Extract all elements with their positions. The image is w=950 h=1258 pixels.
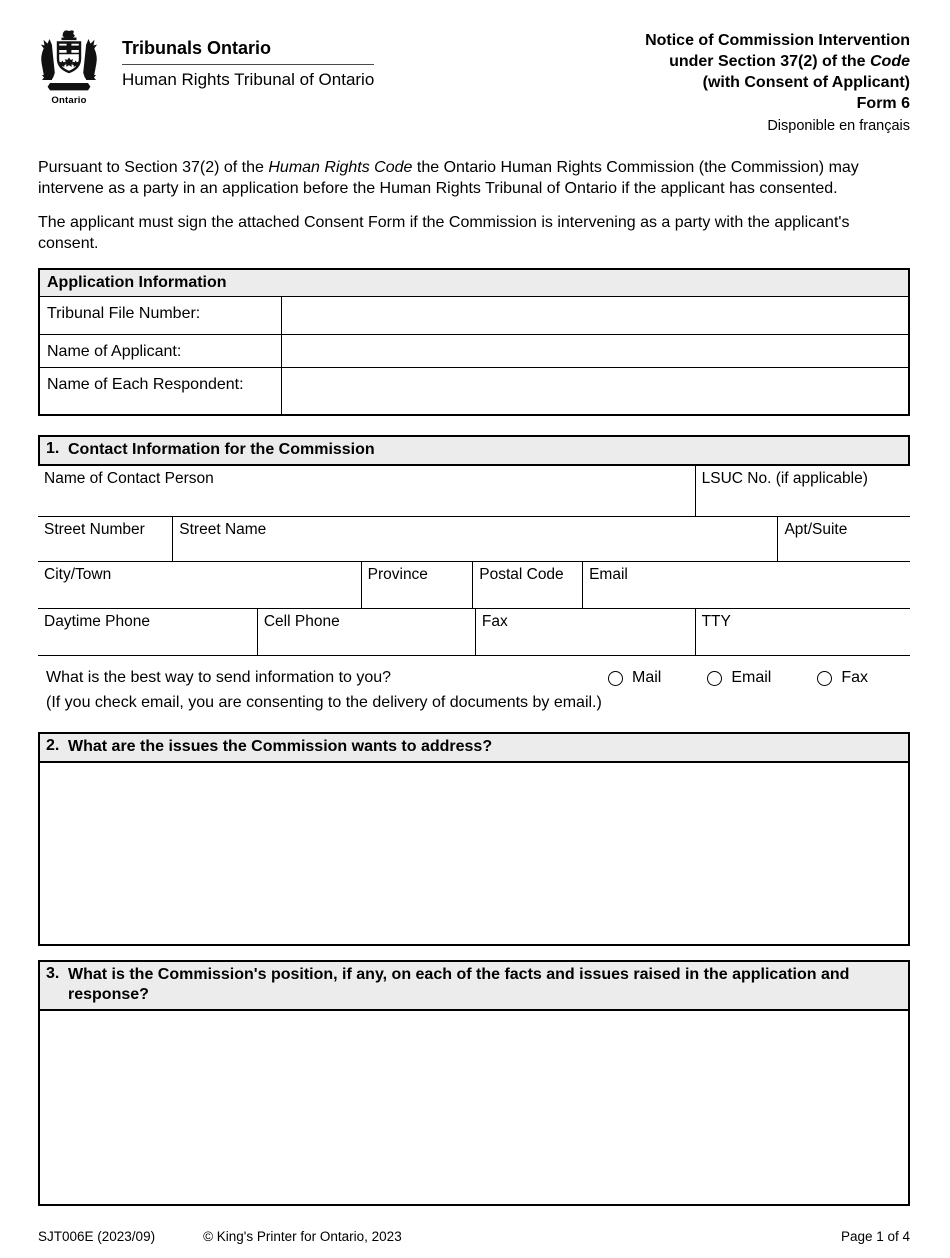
form-title-line3: (with Consent of Applicant) (702, 74, 910, 91)
page-footer (38, 1229, 910, 1244)
daytime-phone-label: Daytime Phone (44, 613, 150, 630)
section-2-number: 2. (46, 737, 60, 754)
table-row (40, 335, 908, 368)
email-radio-label: Email (731, 669, 772, 686)
email-label: Email (589, 566, 628, 583)
city-town-field[interactable] (38, 562, 361, 608)
tty-label: TTY (701, 613, 731, 630)
contact-information-grid (38, 466, 910, 656)
radio-option-mail[interactable] (608, 669, 661, 687)
radio-option-fax[interactable] (817, 669, 868, 687)
best-way-question: What is the best way to send information to you? (46, 669, 392, 686)
street-number-field[interactable] (38, 517, 172, 561)
contact-grid-row (38, 466, 910, 517)
fax-label: Fax (481, 613, 508, 630)
contact-person-field[interactable] (38, 466, 695, 516)
intro-p1-italic: Human Rights Code (268, 159, 413, 176)
contact-person-label: Name of Contact Person (44, 470, 214, 487)
section-2-title: What are the issues the Commission wants to address? (68, 738, 493, 755)
intro-paragraph-1 (38, 158, 904, 199)
page-header (38, 28, 910, 134)
brand-subtitle: Human Rights Tribunal of Ontario (122, 70, 375, 89)
table-row (40, 297, 908, 335)
tribunal-file-number-input[interactable] (282, 297, 908, 334)
logo-caption: Ontario (51, 95, 87, 106)
form-title-line1: Notice of Commission Intervention (645, 32, 910, 49)
city-town-label: City/Town (44, 566, 112, 583)
position-textarea[interactable] (38, 1011, 910, 1206)
page-number: Page 1 of 4 (840, 1229, 910, 1244)
postal-code-field[interactable] (472, 562, 582, 608)
mail-radio-label: Mail (632, 669, 662, 686)
language-availability-note: Disponible en français (767, 118, 910, 134)
contact-grid-row (38, 609, 910, 656)
contact-grid-row (38, 517, 910, 562)
province-label: Province (367, 566, 428, 583)
fax-radio-label: Fax (841, 669, 869, 686)
coat-of-arms-icon (39, 28, 99, 94)
street-number-label: Street Number (44, 521, 145, 538)
tribunal-file-number-label: Tribunal File Number: (40, 297, 282, 334)
section-2-header (38, 732, 910, 763)
brand-block (122, 38, 374, 90)
cell-phone-label: Cell Phone (263, 613, 340, 630)
postal-code-label: Postal Code (479, 566, 564, 583)
section-1-number: 1. (46, 440, 60, 457)
email-consent-note: (If you check email, you are consenting to the delivery of documents by email.) (46, 694, 602, 711)
intro-p1-pre: Pursuant to Section 37(2) of the (38, 159, 269, 176)
ontario-coat-of-arms-logo (38, 28, 100, 106)
section-2-issues (38, 732, 910, 946)
street-name-label: Street Name (179, 521, 267, 538)
street-name-field[interactable] (172, 517, 777, 561)
fax-radio-button[interactable] (817, 671, 832, 686)
radio-option-email[interactable] (707, 669, 771, 687)
cell-phone-field[interactable] (257, 609, 475, 655)
intro-p1-post: the Ontario Human Rights Commission (the Commission) may intervene as a party in an application before the Human Rights Tribunal of Ontario if the applicant has consented. (38, 159, 859, 197)
email-radio-button[interactable] (707, 671, 722, 686)
lsuc-number-field[interactable] (695, 466, 910, 516)
name-of-each-respondent-label: Name of Each Respondent: (40, 368, 282, 414)
section-3-title: What is the Commission's position, if any, on each of the facts and issues raised in the application and response? (68, 966, 850, 1003)
brand-title: Tribunals Ontario (122, 38, 374, 65)
section-3-position (38, 960, 910, 1206)
application-information-header: Application Information (40, 270, 908, 297)
section-1-title: Contact Information for the Commission (68, 441, 375, 458)
form-title-line2-pre: under Section 37(2) of the (669, 53, 870, 70)
best-way-row (38, 669, 910, 687)
form-title-block (645, 30, 910, 134)
section-3-number: 3. (46, 965, 60, 982)
form-title-line2-italic: Code (870, 53, 910, 70)
section-1-contact-information (38, 435, 910, 712)
contact-grid-row (38, 562, 910, 609)
name-of-applicant-input[interactable] (282, 335, 908, 367)
section-1-header (38, 435, 910, 466)
mail-radio-button[interactable] (608, 671, 623, 686)
form-title-line4: Form 6 (856, 95, 910, 112)
name-of-applicant-label: Name of Applicant: (40, 335, 282, 367)
table-row (40, 368, 908, 414)
intro-text (38, 158, 904, 254)
issues-textarea[interactable] (38, 763, 910, 946)
application-information-table (38, 268, 910, 416)
fax-field[interactable] (475, 609, 695, 655)
email-field[interactable] (582, 562, 910, 608)
lsuc-number-label: LSUC No. (if applicable) (701, 470, 868, 487)
name-of-each-respondent-input[interactable] (282, 368, 908, 414)
intro-paragraph-2: The applicant must sign the attached Consent Form if the Commission is intervening as a party with the applicant's consent. (38, 214, 850, 252)
apt-suite-label: Apt/Suite (784, 521, 848, 538)
tty-field[interactable] (695, 609, 910, 655)
daytime-phone-field[interactable] (38, 609, 257, 655)
apt-suite-field[interactable] (777, 517, 910, 561)
form-title-line2 (645, 51, 910, 72)
copyright-notice: © King's Printer for Ontario, 2023 (203, 1229, 402, 1244)
section-3-header (38, 960, 910, 1011)
form-code: SJT006E (2023/09) (38, 1229, 156, 1244)
province-field[interactable] (361, 562, 473, 608)
